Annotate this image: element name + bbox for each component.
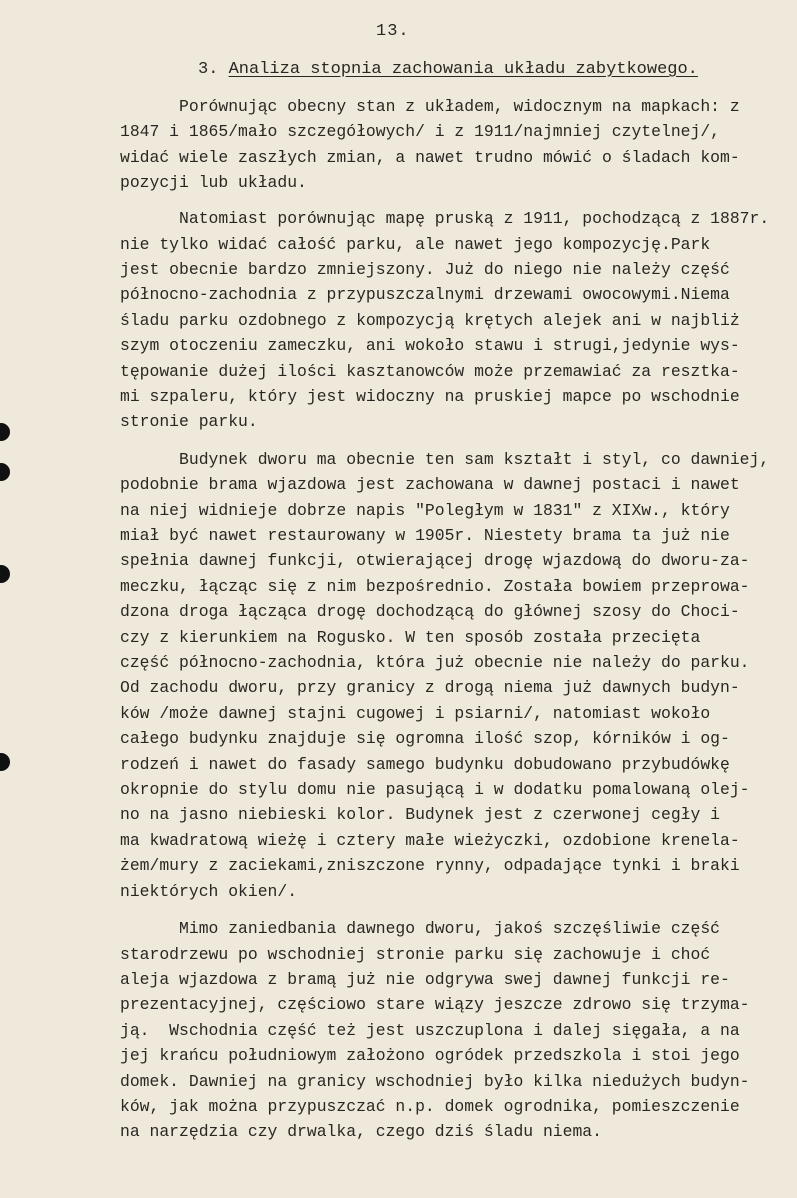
text-line: miał być nawet restaurowany w 1905r. Niestety brama ta już nie <box>120 526 730 545</box>
text-line: ją. Wschodnia część też jest uszczuplona i dalej sięgała, a na <box>120 1020 740 1040</box>
text-line: czy z kierunkiem na Rogusko. W ten sposób została przecięta <box>120 627 701 647</box>
binder-hole <box>0 463 10 481</box>
text-line: aleja wjazdowa z bramą już nie odgrywa swej dawnej funkcji re- <box>120 969 730 989</box>
paragraph <box>120 447 788 904</box>
binder-hole <box>0 423 10 441</box>
text-line: ków, jak można przypuszczać n.p. domek ogrodnika, pomieszczenie <box>120 1096 740 1116</box>
text-line: żem/mury z zaciekami,zniszczone rynny, odpadające tynki i braki <box>120 856 740 876</box>
text-line: rodzeń i nawet do fasady samego budynku dobudowano przybudówkę <box>120 754 730 774</box>
body-text <box>120 94 788 1155</box>
paragraph <box>120 94 788 196</box>
text-line: no na jasno niebieski kolor. Budynek jest z czerwonej cegły i <box>120 805 720 825</box>
text-line: szym otoczeniu zameczku, ani wokoło stawu i strugi,jedynie wys- <box>120 336 740 356</box>
text-line: spełnia dawnej funkcji, otwierającej drogę wjazdową do dworu-za- <box>120 551 750 571</box>
text-line: Mimo zaniedbania dawnego dworu, jakoś szczęśliwie część <box>120 919 720 939</box>
text-line: podobnie brama wjazdowa jest zachowana w dawnej postaci i nawet <box>120 475 740 495</box>
text-line: okropnie do stylu domu nie pasującą i w dodatku pomalowaną olej- <box>120 780 750 800</box>
paragraph <box>120 916 788 1145</box>
text-line: śladu parku ozdobnego z kompozycją krętych alejek ani w najbliż <box>120 310 740 330</box>
text-line: na niej widnieje dobrze napis "Poległym w 1831" z XIXw., który <box>120 500 730 520</box>
text-line: dzona droga łącząca drogę dochodzącą do głównej szosy do Chocі- <box>120 602 740 622</box>
binder-hole <box>0 565 10 583</box>
section-heading <box>198 60 698 79</box>
text-line: ków /może dawnej stajni cugowej i psiarni/, natomiast wokoło <box>120 703 711 723</box>
text-line: niektórych okien/. <box>120 881 298 901</box>
text-line: północno-zachodnia z przypuszczalnymi drzewami owocowymi.Niema <box>120 285 730 305</box>
text-line: meczku, łącząc się z nim bezpośrednio. Została bowiem przeprowa- <box>120 576 750 596</box>
page-number: 13. <box>376 22 410 41</box>
text-line: tępowanie dużej ilości kasztanowców może przemawiać za resztka- <box>120 361 740 381</box>
section-title: Analiza stopnia zachowania układu zabytkowego. <box>228 60 698 79</box>
text-line: prezentacyjnej, częściowo stare wiązy jeszcze zdrowo się trzyma- <box>120 995 750 1015</box>
paragraph <box>120 206 788 435</box>
text-line: jest obecnie bardzo zmniejszony. Już do niego nie należy część <box>120 259 730 279</box>
binder-hole <box>0 753 10 771</box>
text-line: Od zachodu dworu, przy granicy z drogą niema już dawnych budyn- <box>120 678 740 698</box>
text-line: nie tylko widać całość parku, ale nawet jego kompozycję.Park <box>120 234 711 254</box>
text-line: całego budynku znajduje się ogromna ilość szop, kórników i og- <box>120 729 730 749</box>
section-number: 3. <box>198 60 219 79</box>
text-line: Porównując obecny stan z układem, widocznym na mapkach: z <box>120 97 740 116</box>
text-line: widać wiele zaszłych zmian, a nawet trudno mówić o śladach kom- <box>120 147 740 167</box>
text-line: starodrzewu po wschodniej stronie parku się zachowuje i choć <box>120 944 711 964</box>
text-line: Natomiast porównując mapę pruską z 1911, pochodzącą z 1887r. <box>120 209 770 229</box>
text-line: jej krańcu południowym założono ogródek przedszkola i stoi jego <box>120 1046 740 1066</box>
text-line: mi szpaleru, który jest widoczny na pruskiej mapce po wschodnie <box>120 386 740 406</box>
text-line: ma kwadratową wieżę i cztery małe wieżyczki, ozdobione krenela- <box>120 830 740 850</box>
text-line: na narzędzia czy drwalka, czego dziś śladu niema. <box>120 1122 602 1142</box>
text-line: 1847 i 1865/mało szczegółowych/ i z 1911/najmniej czytelnej/, <box>120 122 720 142</box>
text-line: domek. Dawniej na granicy wschodniej było kilka niedużych budyn- <box>120 1071 750 1091</box>
text-line: stronie parku. <box>120 412 258 432</box>
text-line: część północno-zachodnia, która już obecnie nie należy do parku. <box>120 653 750 673</box>
text-line: pozycji lub układu. <box>120 173 307 193</box>
text-line: Budynek dworu ma obecnie ten sam kształt i styl, co dawniej, <box>120 449 770 469</box>
